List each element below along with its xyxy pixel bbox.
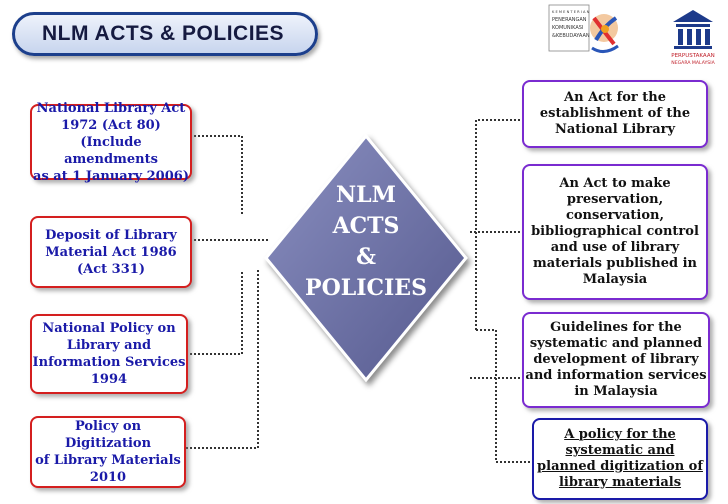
right-box-establishment (522, 80, 708, 148)
box-line: of Library Materials (35, 453, 181, 468)
box-line: A policy for the (564, 427, 676, 442)
right-connector-1 (476, 120, 520, 330)
box-line: Guidelines for the (550, 320, 682, 335)
pnm-line-2: NEGARA MALAYSIA (671, 61, 715, 66)
logo-line-3: KOMUNIKASI (552, 25, 584, 31)
left-connector-3 (190, 270, 242, 354)
box-line: National Policy on (42, 321, 176, 336)
box-line: preservation, (566, 192, 664, 207)
box-line: (Include amendments (64, 134, 158, 167)
box-line: development of library (533, 352, 699, 367)
logo-line-4: &KEBUDAYAAN (552, 33, 590, 39)
box-line: systematic and planned (529, 336, 703, 351)
box-line: Policy on Digitization (64, 419, 152, 451)
box-line: conservation, (565, 208, 665, 223)
box-line: An Act for the (564, 90, 666, 105)
box-line: National Library Act (36, 100, 186, 116)
box-line: Deposit of Library (45, 227, 177, 243)
box-line: as at 1 January 2006) (33, 168, 189, 184)
box-line: planned digitization of (537, 459, 703, 474)
right-box-preservation (522, 164, 708, 300)
right-box-digitization (532, 418, 708, 500)
right-box-guidelines (522, 312, 710, 408)
box-line: Library and (66, 338, 152, 353)
center-line: POLICIES (305, 275, 427, 301)
left-box-deposit-act (30, 216, 192, 288)
center-line: & (356, 244, 376, 270)
box-line: library materials (558, 475, 682, 490)
box-line: Malaysia (582, 272, 648, 287)
left-connector-4 (186, 270, 258, 448)
box-line: 1972 (Act 80) (61, 117, 161, 133)
kpkk-emblem-icon (590, 14, 618, 52)
box-line: and use of library (550, 240, 680, 255)
kpkk-logo (548, 4, 620, 66)
logo-line-2: PENERANGAN (552, 17, 587, 23)
box-line: Information Services (32, 355, 186, 370)
pnm-line-1: PERPUSTAKAAN (671, 53, 715, 59)
box-line: Material Act 1986 (45, 244, 177, 260)
box-line: establishment of the (539, 106, 691, 121)
center-line: ACTS (332, 213, 400, 239)
box-line: 2010 (89, 470, 127, 485)
left-box-national-library-act (30, 100, 192, 184)
library-building-icon (673, 10, 713, 49)
pnm-logo (665, 6, 721, 68)
box-line: bibliographical control (531, 224, 699, 239)
logo-line-1: K E M E N T E R I A N (552, 10, 590, 14)
box-line: 1994 (90, 372, 128, 387)
box-line: (Act 331) (77, 261, 145, 277)
center-line: NLM (336, 182, 396, 208)
left-connector-1 (190, 136, 242, 215)
box-line: in Malaysia (574, 384, 658, 399)
left-box-digitization-policy (30, 416, 186, 488)
box-line: and information services (525, 368, 707, 383)
box-line: materials published in (532, 256, 697, 271)
box-line: systematic and (565, 443, 675, 458)
box-line: An Act to make (559, 176, 671, 191)
center-label (296, 180, 436, 304)
box-line: National Library (554, 122, 676, 137)
left-box-national-policy (30, 314, 188, 394)
page-title: NLM ACTS & POLICIES (42, 22, 285, 45)
